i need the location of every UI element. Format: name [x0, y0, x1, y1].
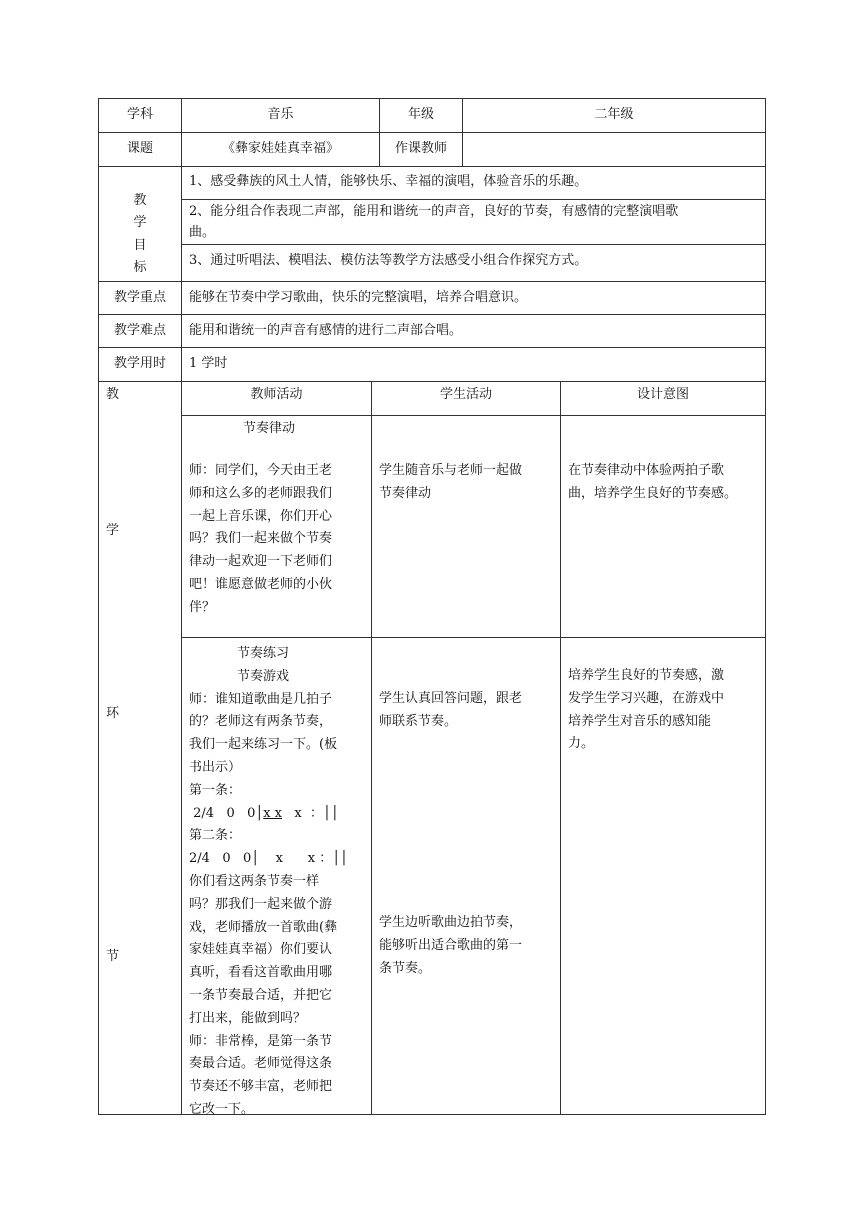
- text-line: 它改一下。: [189, 1101, 255, 1117]
- goal-item: 1、感受彝族的风土人情，能够快乐、幸福的演唱，体验音乐的乐趣。: [189, 174, 588, 189]
- text-line: 你们看这两条节奏一样: [189, 873, 320, 889]
- text-line: 师联系节奏。: [379, 713, 458, 729]
- text-line: 能够听出适合歌曲的第一: [379, 937, 523, 953]
- col-teacher-header: 教师活动: [250, 387, 303, 402]
- rule: [181, 98, 182, 1115]
- rule: [98, 98, 766, 99]
- rule: [98, 166, 766, 167]
- grade-value: 二年级: [594, 107, 634, 122]
- text-line: 师：同学们，今天由王老: [189, 463, 333, 478]
- goals-label-char: 教: [133, 193, 147, 208]
- text-line: 吗？我们一起来做个节奏: [189, 531, 333, 547]
- text-line: 培养学生对音乐的感知能: [568, 713, 712, 729]
- design-intent: [568, 460, 763, 506]
- text-line: 打出来，能做到吗？: [189, 1010, 307, 1026]
- text-line: 吧！谁愿意做老师的小伙: [189, 576, 333, 592]
- text-line: 学生认真回答问题，跟老: [379, 691, 523, 706]
- text-line: 在节奏律动中体验两拍子歌: [568, 463, 725, 478]
- text-line: 师：非常棒，是第一条节: [189, 1033, 333, 1049]
- text-line: 曲，培养学生良好的节奏感。: [568, 485, 738, 501]
- process-label-char: 节: [106, 949, 120, 964]
- teacher-label: 作课教师: [394, 141, 447, 156]
- text-line: 节奏律动: [379, 485, 432, 501]
- section-title: 节奏游戏: [237, 668, 290, 684]
- goals-label-char: 目: [133, 238, 147, 253]
- goal-item: 2、能分组合作表现二声部，能用和谐统一的声音，良好的节奏，有感情的完整演唱歌: [189, 204, 679, 219]
- process-label-char: 教: [106, 387, 120, 402]
- rule: [98, 314, 766, 315]
- difficulty-value: 能用和谐统一的声音有感情的进行二声部合唱。: [189, 323, 463, 338]
- grade-label: 年级: [407, 107, 434, 122]
- col-design-header: 设计意图: [636, 387, 689, 402]
- rhythm-text: x ：││: [282, 805, 339, 821]
- hours-label: 教学用时: [113, 356, 166, 371]
- process-label-char: 学: [106, 523, 120, 538]
- key-point-label: 教学重点: [113, 290, 166, 305]
- key-point-value: 能够在节奏中学习歌曲，快乐的完整演唱，培养合唱意识。: [189, 290, 528, 305]
- hours-value: 1 学时: [189, 356, 228, 371]
- text-line: 学生随音乐与老师一起做: [379, 463, 523, 478]
- text-line: 书出示）: [189, 759, 242, 775]
- text-line: 发学生学习兴趣，在游戏中: [568, 690, 725, 706]
- rhythm-line-2: 2/4 0 0│ x x ：││: [189, 851, 348, 867]
- text-line: 师和这么多的老师跟我们: [189, 485, 333, 501]
- goal-item: 曲。: [189, 225, 216, 240]
- design-intent: [568, 665, 763, 756]
- rhythm-line-1: [189, 803, 367, 826]
- text-line: 培养学生良好的节奏感，激: [568, 668, 725, 683]
- rule: [98, 381, 766, 382]
- text-line: 的？老师这有两条节奏，: [189, 714, 333, 730]
- subject-label: 学科: [126, 107, 153, 122]
- text-line: 条节奏。: [379, 960, 432, 976]
- rhythm-text: 2/4 0 0│: [189, 805, 264, 821]
- section-title: 节奏练习: [237, 646, 290, 661]
- goals-label-char: 标: [133, 260, 147, 275]
- text-line: 一起上音乐课，你们开心: [189, 508, 333, 524]
- text-line: 学生边听歌曲边拍节奏，: [379, 915, 523, 930]
- text-line: 第一条：: [189, 782, 242, 798]
- section-title: 节奏律动: [243, 421, 296, 436]
- text-line: 一条节奏最合适，并把它: [189, 987, 333, 1003]
- rule: [371, 381, 372, 1115]
- rule: [182, 415, 766, 416]
- rule: [98, 347, 766, 348]
- student-activity: [379, 688, 557, 734]
- col-student-header: 学生活动: [439, 387, 492, 402]
- text-line: 伴？: [189, 599, 216, 615]
- topic-label: 课题: [126, 141, 153, 156]
- student-activity: [379, 912, 557, 980]
- text-line: 吗？那我们一起来做个游: [189, 896, 333, 912]
- text-line: 家娃娃真幸福）你们要认: [189, 942, 333, 958]
- rule: [98, 281, 766, 282]
- text-line: 第二条：: [189, 828, 242, 844]
- goal-item: 3、通过听唱法、模唱法、模仿法等教学方法感受小组合作探究方式。: [189, 253, 588, 268]
- rule: [98, 132, 766, 133]
- rule: [182, 199, 766, 200]
- process-label-char: 环: [106, 706, 120, 721]
- text-line: 我们一起来练习一下。(板: [189, 737, 338, 753]
- difficulty-label: 教学难点: [113, 323, 166, 338]
- rhythm-text: x x: [263, 805, 283, 821]
- subject-value: 音乐: [267, 107, 294, 122]
- text-line: 律动一起欢迎一下老师们: [189, 554, 333, 570]
- teacher-activity: [189, 460, 367, 620]
- topic-value: 《彝家娃娃真幸福》: [221, 141, 339, 156]
- teacher-activity: [189, 643, 367, 1122]
- text-line: 师：谁知道歌曲是几拍子: [189, 691, 333, 707]
- text-line: 奏最合适。老师觉得这条: [189, 1056, 333, 1072]
- rule: [765, 98, 766, 1115]
- rule: [560, 381, 561, 1115]
- text-line: 节奏还不够丰富，老师把: [189, 1079, 333, 1095]
- student-activity: [379, 460, 557, 506]
- rule: [182, 637, 766, 638]
- goals-label-char: 学: [133, 215, 147, 230]
- text-line: 真听，看看这首歌曲用哪: [189, 965, 333, 981]
- text-line: 戏，老师播放一首歌曲(彝: [189, 919, 338, 935]
- text-line: 力。: [568, 736, 595, 752]
- rule: [182, 244, 766, 245]
